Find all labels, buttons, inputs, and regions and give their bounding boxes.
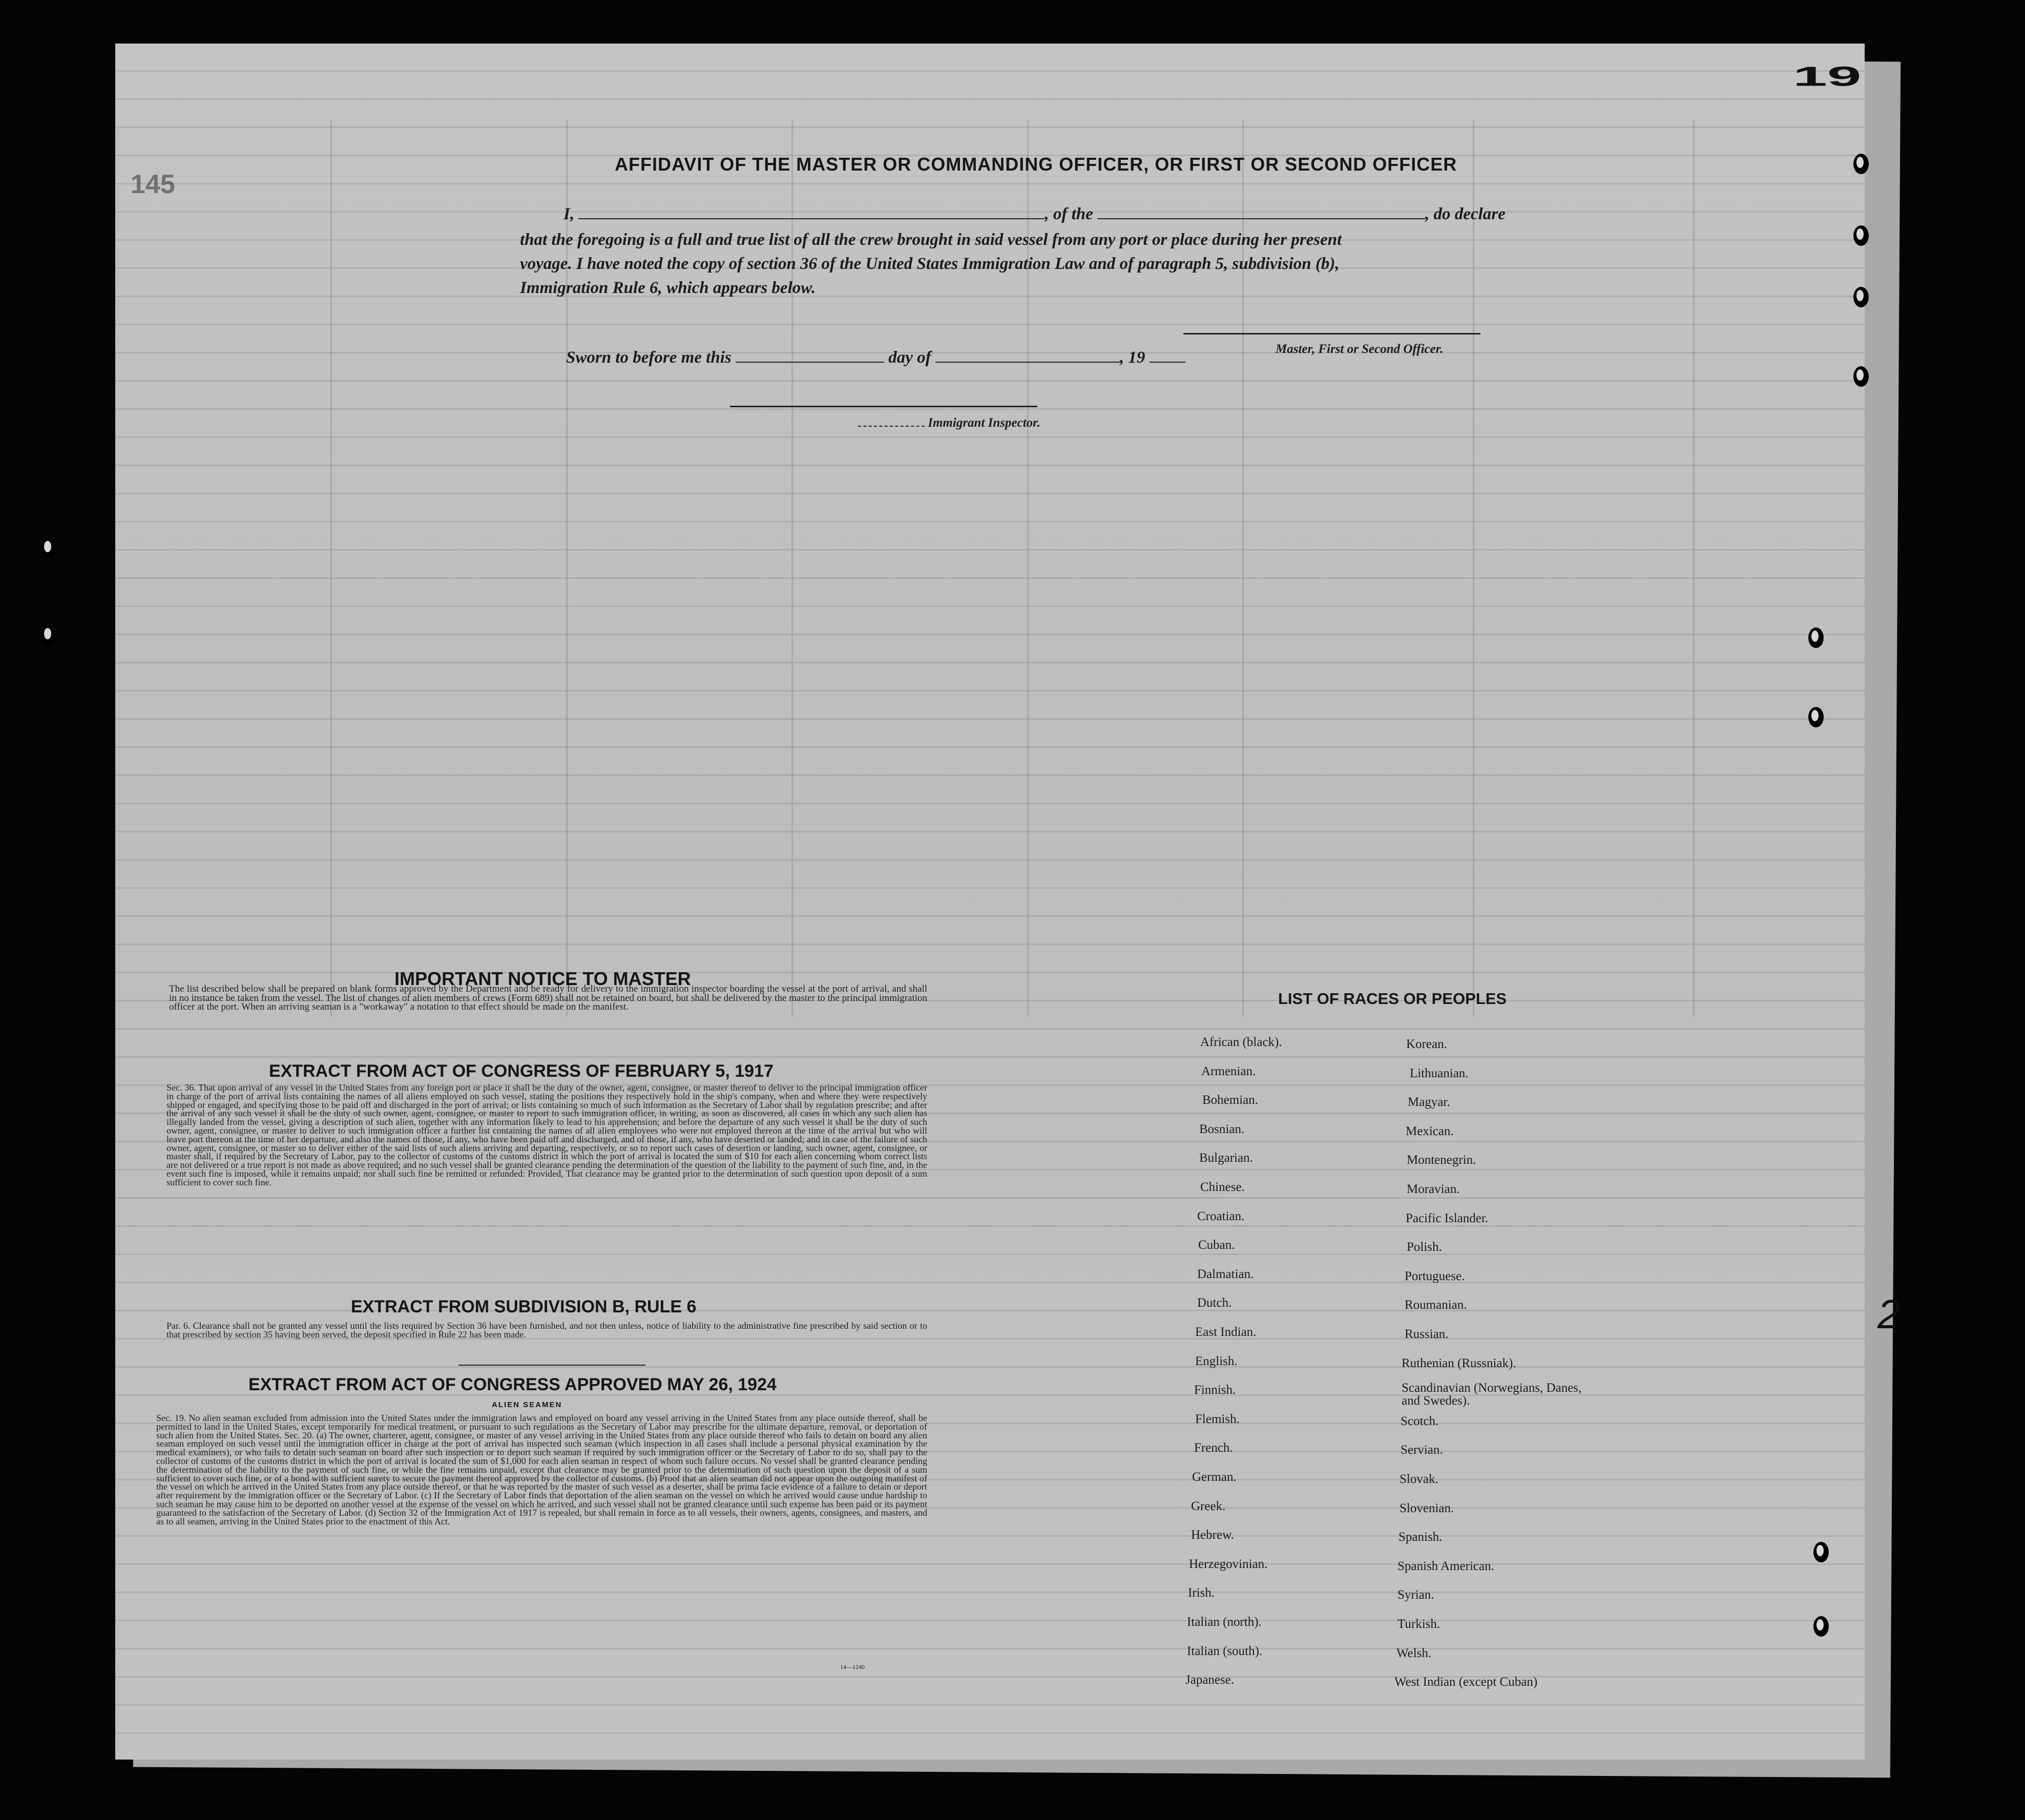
sworn-year-prefix: , 19 bbox=[1119, 348, 1145, 367]
affidavit-title: AFFIDAVIT OF THE MASTER OR COMMANDING OFFICER, OR FIRST OR SECOND OFFICER bbox=[615, 154, 1457, 175]
race-item: Portuguese. bbox=[1405, 1269, 1465, 1283]
race-item: Welsh. bbox=[1396, 1646, 1432, 1660]
extract-1924-subtitle: ALIEN SEAMEN bbox=[492, 1400, 562, 1409]
race-item: Dutch. bbox=[1197, 1296, 1232, 1310]
handwritten-mark: 2 bbox=[1877, 1291, 1901, 1337]
race-item: German. bbox=[1192, 1470, 1237, 1484]
notice-title: IMPORTANT NOTICE TO MASTER bbox=[394, 968, 691, 989]
inspector-dash bbox=[858, 426, 925, 427]
race-item: Russian. bbox=[1405, 1327, 1449, 1341]
race-item: Lithuanian. bbox=[1410, 1066, 1469, 1080]
notice-text: The list described below shall be prepared on blank forms approved by the Department and be ready for delivery to the immigration inspector boarding the vessel at the port of arrival, and shall in no instance be taken from the vessel. The list of changes of alien members of crews (Form 689) shall not be retained on board, but shall be delivered by the master to the principal immigration officer at the port. When an arriving seaman is a "workaway" a notation to that effect should be made on the manifest. bbox=[169, 984, 927, 1012]
race-item: Servian. bbox=[1401, 1443, 1443, 1457]
race-item: Pacific Islander. bbox=[1406, 1211, 1489, 1225]
punch-hole bbox=[1813, 1616, 1829, 1637]
race-item: Armenian. bbox=[1201, 1064, 1256, 1078]
race-item: French. bbox=[1194, 1441, 1233, 1455]
race-item: Spanish. bbox=[1398, 1530, 1443, 1544]
extract-1924-title: EXTRACT FROM ACT OF CONGRESS APPROVED MAY 26, 1924 bbox=[248, 1375, 777, 1394]
signature-line bbox=[1183, 333, 1480, 334]
column-rule bbox=[330, 120, 332, 1017]
race-item: Turkish. bbox=[1397, 1617, 1441, 1631]
punch-hole bbox=[1813, 1542, 1829, 1562]
punch-hole bbox=[1853, 366, 1869, 387]
race-item: Croatian. bbox=[1197, 1209, 1245, 1223]
declarant-name-field[interactable] bbox=[578, 218, 1045, 219]
declaration-of-the: , of the bbox=[1045, 205, 1093, 223]
race-item: Magyar. bbox=[1408, 1095, 1450, 1110]
declaration-line-4: Immigration Rule 6, which appears below. bbox=[520, 279, 816, 297]
race-item: Moravian. bbox=[1407, 1182, 1460, 1196]
race-item: Mexican. bbox=[1406, 1124, 1454, 1138]
race-item: Bosnian. bbox=[1199, 1122, 1245, 1136]
sworn-text: Sworn to before me this bbox=[566, 348, 732, 367]
handwritten-page-number: 145 bbox=[131, 170, 175, 199]
signer-caption: Master, First or Second Officer. bbox=[1276, 342, 1444, 356]
inspector-signature-line bbox=[730, 406, 1037, 407]
declaration-do-declare: , do declare bbox=[1425, 205, 1506, 223]
race-item: Roumanian. bbox=[1405, 1298, 1467, 1312]
race-item: African (black). bbox=[1200, 1035, 1282, 1049]
inspector-caption: Immigrant Inspector. bbox=[928, 416, 1040, 430]
sworn-day-field[interactable] bbox=[736, 362, 884, 363]
inspector-caption-row bbox=[858, 416, 1040, 430]
punch-hole bbox=[1808, 707, 1824, 727]
declaration-line-3: voyage. I have noted the copy of section 36 of the United States Immigration Law and of paragraph 5, subdivision (b), bbox=[520, 255, 1340, 273]
race-item: Ruthenian (Russniak). bbox=[1402, 1356, 1516, 1370]
punch-hole bbox=[41, 538, 56, 558]
extract-1924-text: Sec. 19. No alien seaman excluded from admission into the United States under the immigration laws and employed on board any vessel arriving in the United States from any place outside thereof, shall be permitted to land in the United States, except temporarily for medical treatment, or pursuant to such regulations as the Secretary of Labor may prescribe for the ultimate departure, removal, or deportation of such alien from the United States. Sec. 20. (a) The owner, charterer, agent, consignee, or master of any vessel arriving in the United States from any place outside thereof who fails to detain on board any alien seaman employed on such vessel until the immigration officer in charge at the port of arrival has inspected such seaman (which inspection in all cases shall include a personal physical examination by the medical examiners), or who fails to detain such seaman on board after such inspection or to deport such seaman if required by such immigration officer or the Secretary of Labor to do so, shall pay to the collector of customs of the customs district in which the port of arrival is located the sum of $1,000 for each alien seaman in respect of whom such failure occurs. No vessel shall be granted clearance pending the determination of the liability to the payment of such fine, or while the fine remains unpaid, except that clearance may be granted prior to the determination of such question upon the deposit of a sum sufficient to cover such fine, or of a bond with sufficient surety to secure the payment thereof approved by the collector of customs. (b) Proof that an alien seaman did not appear upon the outgoing manifest of the vessel on which he arrived in the United States from any place outside thereof, or that he was reported by the master of such vessel as a deserter, shall be prima facie evidence of a failure to detain or deport after requirement by the immigration officer or the Secretary of Labor. (c) If the Secretary of Labor finds that deportation of the alien seaman on the vessel on which he arrived would cause undue hardship to such seaman he may cause him to be deported on another vessel at the expense of the vessel on which he arrived, and such vessel shall not be granted clearance until such expense has been paid or its payment guaranteed to the satisfaction of the Secretary of Labor. (d) Section 32 of the Immigration Act of 1917 is repealed, but shall remain in force as to all vessels, their owners, agents, consignees, and masters, and as to all seamen, arriving in the United States prior to the enactment of this Act. bbox=[156, 1413, 927, 1526]
race-item: West Indian (except Cuban) bbox=[1394, 1675, 1538, 1689]
race-item: Finnish. bbox=[1194, 1383, 1236, 1397]
race-item: Italian (north). bbox=[1187, 1615, 1262, 1629]
race-item: Scandinavian (Norwegians, Danes, and Swedes). bbox=[1402, 1381, 1582, 1408]
race-item: Cuban. bbox=[1198, 1238, 1235, 1252]
punch-hole bbox=[41, 625, 56, 645]
column-rule bbox=[1473, 120, 1474, 1017]
form-number: 14—1240 bbox=[840, 1663, 865, 1670]
race-item: Irish. bbox=[1188, 1586, 1215, 1600]
sworn-year-field[interactable] bbox=[1150, 362, 1185, 363]
race-item: Japanese. bbox=[1185, 1673, 1235, 1687]
races-title: LIST OF RACES OR PEOPLES bbox=[1278, 990, 1507, 1008]
sworn-line bbox=[566, 348, 1185, 367]
extract-1917-text: Sec. 36. That upon arrival of any vessel in the United States from any foreign port or place it shall be the duty of the owner, agent, consignee, or master thereof to deliver to the principal immigration officer in charge of the port of arrival lists containing the names of all aliens employed on such vessel, stating the positions they respectively hold in the ship's company, when and where they were respectively shipped or engaged, and specifying those to be paid off and discharged in the port of arrival; or lists containing so much of such information as the Secretary of Labor shall by regulation prescribe; and after the arrival of any such vessel it shall be the duty of such owner, agent, consignee, or master to report to such immigration officer, in writing, as soon as discovered, all cases in which any such alien has illegally landed from the vessel, giving a description of such alien, together with any information likely to lead to his apprehension; and before the departure of any such vessel it shall be the duty of such owner, agent, consignee, or master to deliver to such immigration officer a further list containing the names of all alien employees who were not employed thereon at the time of the arrival but who will leave port thereon at the time of her departure, and also the names of those, if any, who have been paid off and discharged, and of those, if any, who have deserted or landed; and in case of the failure of such owner, agent, consignee, or master so to deliver either of the said lists of such aliens arriving and departing, respectively, or so to report such cases of desertion or landing, such owner, agent, consignee, or master shall, if required by the Secretary of Labor, pay to the collector of customs of the customs district in which the port of arrival is located the sum of $10 for each alien concerning whom correct lists are not delivered or a true report is not made as above required; and no such vessel shall be granted clearance pending the determination of the question of the liability to the payment of such fine, and, in the event such fine is imposed, while it remains unpaid; nor shall such fine be remitted or refunded: Provided, That clearance may be granted prior to the determination of such question upon deposit of a sum sufficient to cover such fine. bbox=[166, 1082, 927, 1187]
race-item: Bohemian. bbox=[1202, 1093, 1259, 1107]
race-item: Montenegrin. bbox=[1407, 1153, 1476, 1167]
race-item: Greek. bbox=[1191, 1499, 1226, 1513]
race-item: Spanish American. bbox=[1397, 1559, 1494, 1573]
race-item: Korean. bbox=[1406, 1037, 1447, 1051]
race-item: Bulgarian. bbox=[1199, 1151, 1253, 1165]
race-item: Syrian. bbox=[1397, 1588, 1434, 1602]
race-item: Polish. bbox=[1407, 1240, 1442, 1254]
race-item: Hebrew. bbox=[1191, 1528, 1234, 1542]
extract-rule6-text: Par. 6. Clearance shall not be granted any vessel until the lists required by Section 36 have been furnished, and not then unless, notice of liability to the administrative fine prescribed by said section or to that prescribed by section 35 having been served, the deposit specified in Rule 22 has been made. bbox=[166, 1321, 927, 1340]
stamped-number: 19 bbox=[1793, 60, 1862, 92]
race-item: Scotch. bbox=[1401, 1414, 1439, 1428]
section-divider bbox=[458, 1365, 645, 1366]
race-item: English. bbox=[1195, 1354, 1238, 1368]
race-item: Chinese. bbox=[1200, 1180, 1245, 1194]
column-rule bbox=[1693, 120, 1695, 1017]
declaration-line-1 bbox=[563, 205, 1506, 224]
sworn-month-field[interactable] bbox=[935, 362, 1120, 363]
declaration-i: I, bbox=[563, 205, 575, 223]
race-item: Herzegovinian. bbox=[1189, 1557, 1268, 1571]
race-item: Italian (south). bbox=[1187, 1644, 1263, 1658]
race-item: Slovak. bbox=[1400, 1472, 1438, 1486]
race-item: Dalmatian. bbox=[1197, 1267, 1254, 1281]
vessel-name-field[interactable] bbox=[1097, 218, 1425, 219]
punch-hole bbox=[1853, 154, 1869, 174]
sworn-day-of: day of bbox=[888, 348, 931, 367]
punch-hole bbox=[1853, 225, 1869, 246]
extract-rule6-title: EXTRACT FROM SUBDIVISION B, RULE 6 bbox=[351, 1297, 697, 1316]
extract-1917-title: EXTRACT FROM ACT OF CONGRESS OF FEBRUARY 5, 1917 bbox=[269, 1061, 774, 1081]
declaration-line-2: that the foregoing is a full and true list of all the crew brought in said vessel from any port or place during her present bbox=[520, 231, 1342, 249]
punch-hole bbox=[1853, 287, 1869, 307]
race-item: East Indian. bbox=[1195, 1325, 1257, 1339]
race-item: Slovenian. bbox=[1400, 1501, 1454, 1515]
race-item: Flemish. bbox=[1195, 1412, 1240, 1426]
punch-hole bbox=[1808, 627, 1824, 648]
